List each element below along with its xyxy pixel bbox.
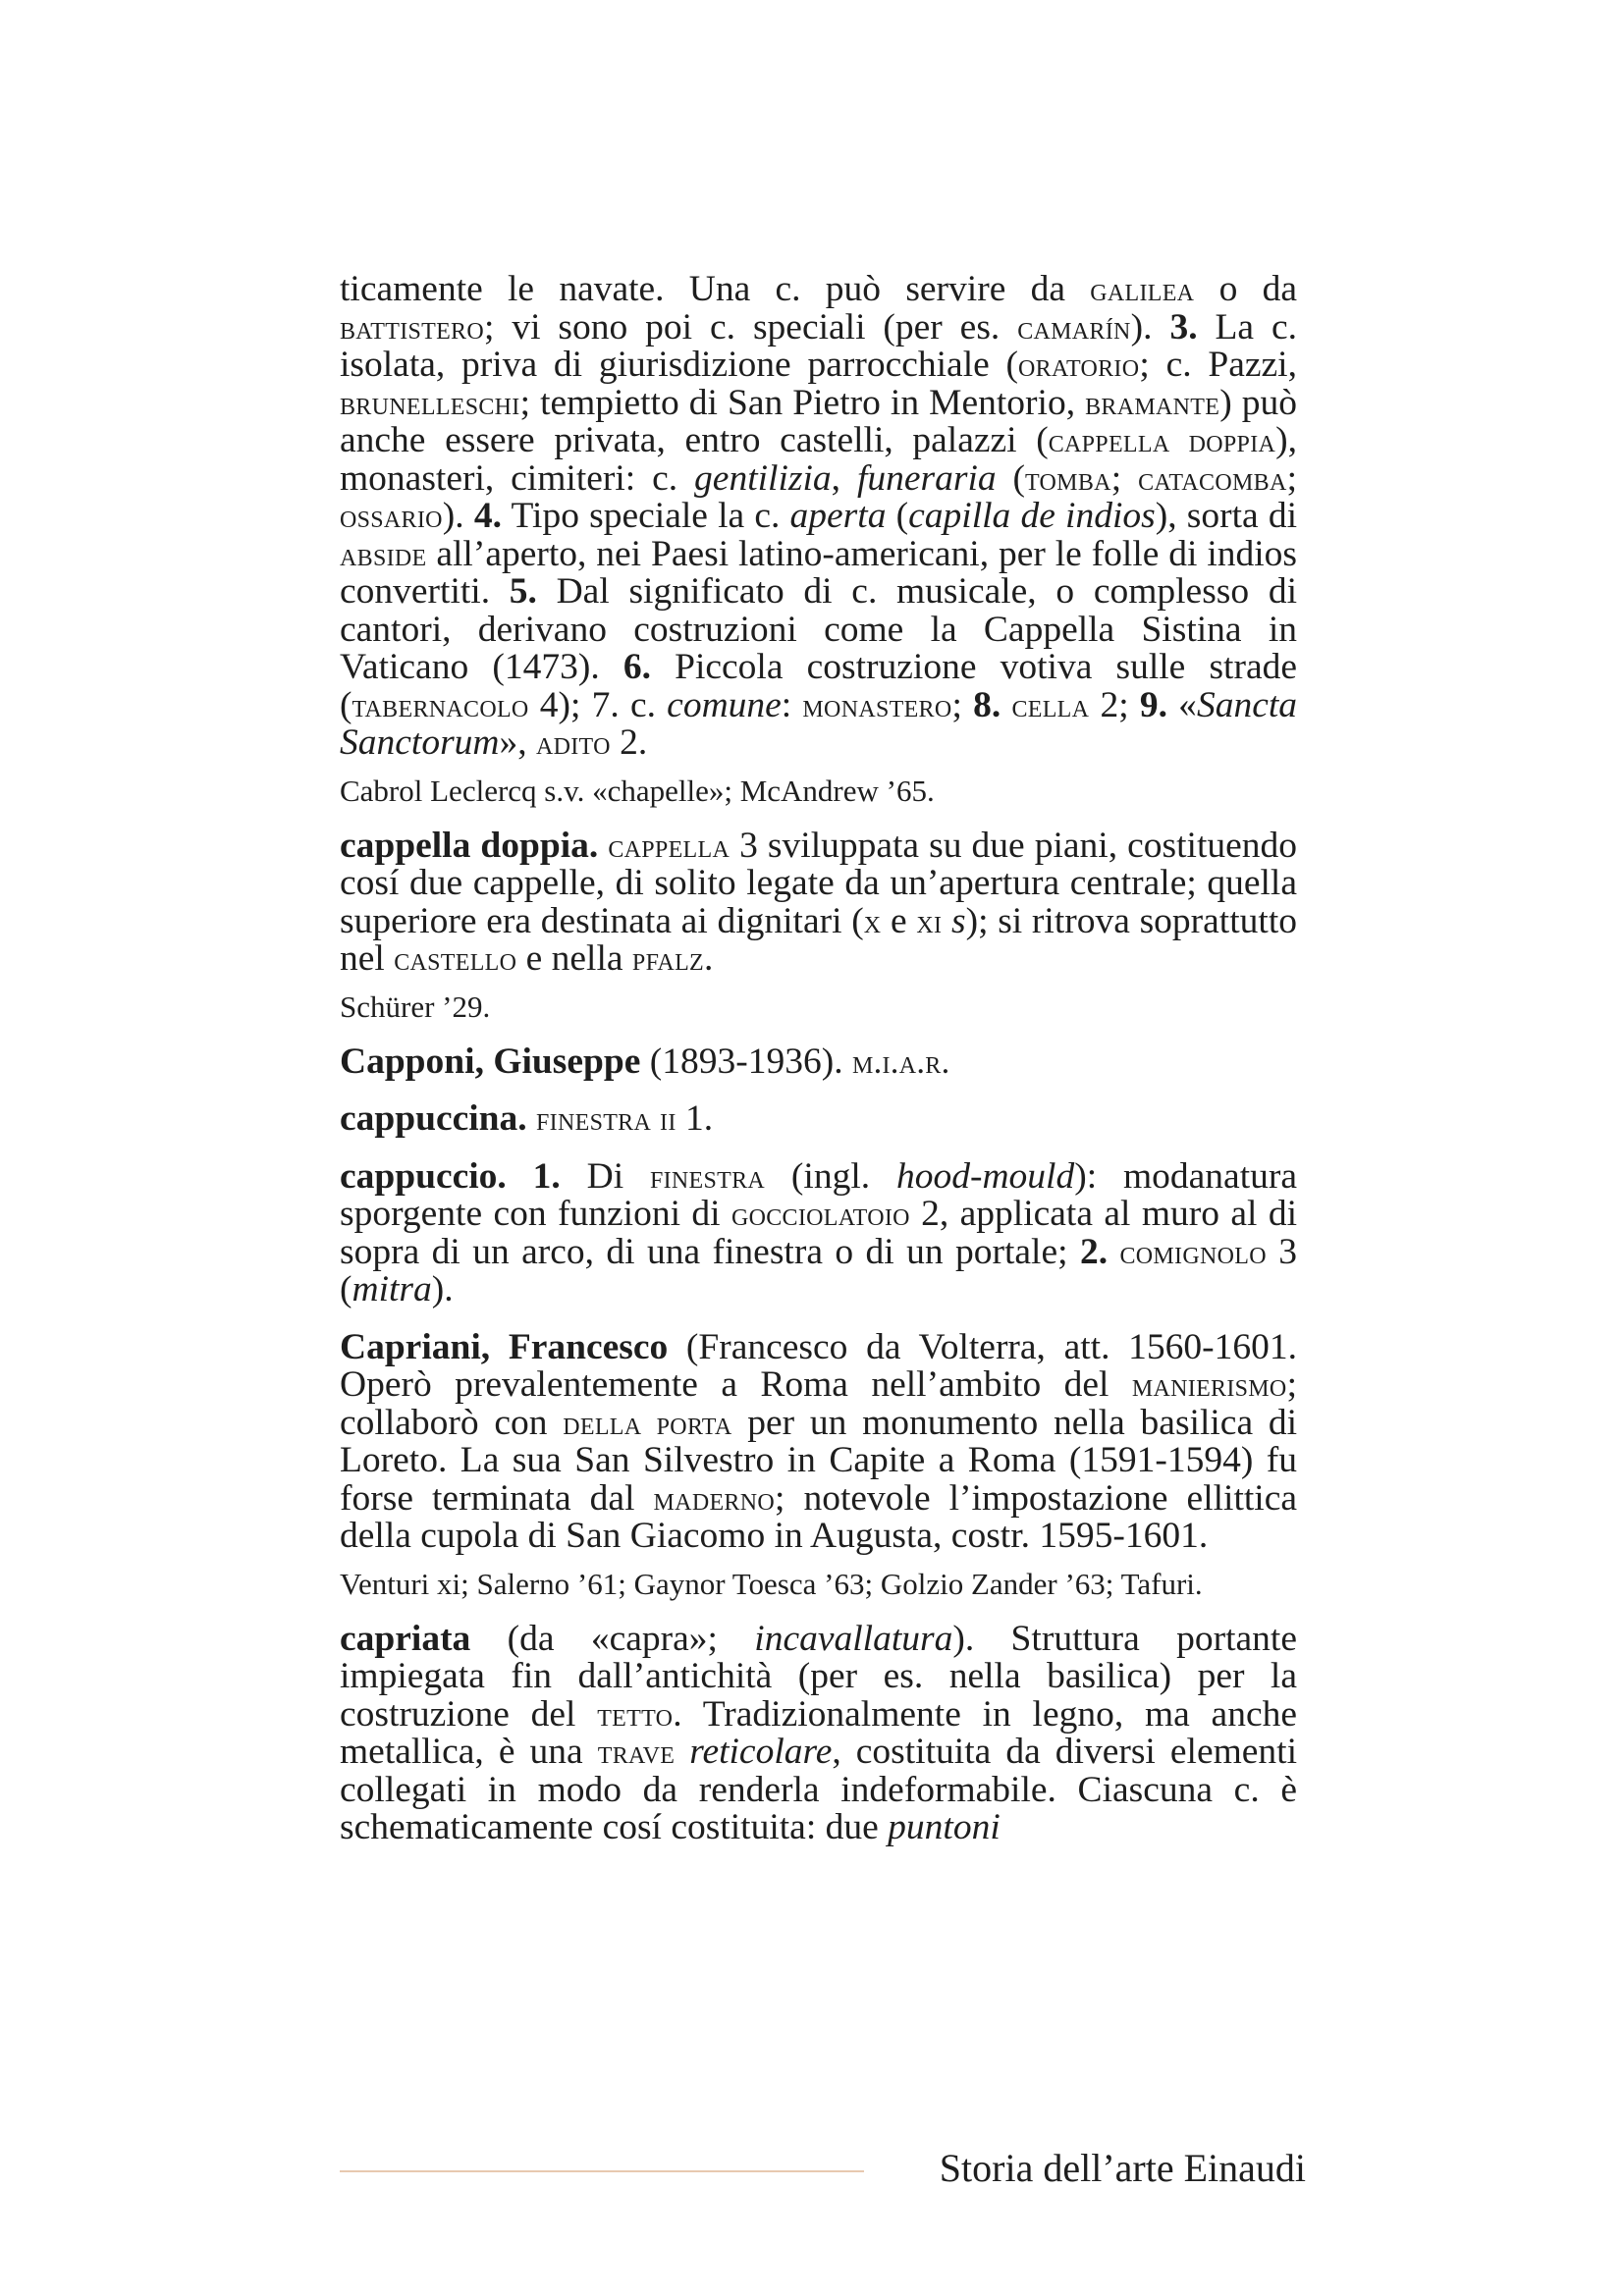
cross-reference: pfalz xyxy=(631,940,704,978)
body-text: ), monasteri, cimiteri: c. xyxy=(340,420,1298,499)
entry-text xyxy=(340,1326,1297,1556)
italic-term: aperta xyxy=(789,496,887,536)
cross-reference: camarín xyxy=(1017,308,1131,347)
entry-text xyxy=(340,1043,1297,1082)
dictionary-entry xyxy=(340,1618,1298,1847)
body-text: « xyxy=(1166,684,1197,725)
italic-term: s xyxy=(942,900,966,941)
cross-reference: tomba xyxy=(1025,459,1111,498)
body-text: . xyxy=(704,938,714,979)
text-column xyxy=(340,271,1297,1867)
cross-reference: brunelleschi xyxy=(340,384,520,422)
cross-reference: cappella doppia xyxy=(1048,422,1276,459)
cross-reference: finestra ii xyxy=(536,1100,676,1138)
body-text: ), sorta di xyxy=(1155,496,1297,536)
cross-reference: bramante xyxy=(1085,384,1220,422)
body-text: 1. xyxy=(676,1098,714,1139)
cross-reference: battistero xyxy=(340,308,484,347)
body-text: (1893-1936). xyxy=(640,1041,852,1082)
italic-term: capilla de indios xyxy=(908,496,1156,536)
body-text: 2. xyxy=(610,722,648,763)
italic-term: funeraria xyxy=(856,457,997,499)
body-text: 2, applicata al muro al di sopra di un arco, di una finestra o di un portale; xyxy=(340,1194,1297,1272)
body-text xyxy=(527,1098,536,1139)
footer-rule xyxy=(340,2170,864,2172)
cross-reference: maderno xyxy=(653,1479,775,1518)
cross-reference: m.i.a.r. xyxy=(851,1042,950,1081)
cross-reference: cappella xyxy=(608,827,730,865)
cross-reference: xi xyxy=(916,902,943,940)
cross-reference: x xyxy=(863,902,882,940)
entry-text xyxy=(340,825,1298,979)
body-text: ticamente le navate. Una c. può servire da xyxy=(340,269,1091,309)
body-text: ); si ritrova soprattutto nel xyxy=(340,900,1297,979)
cross-reference: manierismo xyxy=(1131,1366,1287,1404)
body-text: (Francesco da Volterra, att. 1560-1601. Operò prevalentemente a Roma nell’ambito del xyxy=(340,1326,1297,1405)
italic-term: mitra xyxy=(352,1269,432,1309)
body-text: e nella xyxy=(516,938,632,979)
entry-headword: Capriani, Francesco xyxy=(340,1326,669,1367)
entry-text xyxy=(340,271,1297,763)
cross-reference: tetto xyxy=(597,1695,674,1734)
body-text: ). xyxy=(442,496,474,536)
cross-reference: cella xyxy=(1011,686,1090,724)
body-text: : xyxy=(781,684,803,725)
body-text: 3 ( xyxy=(340,1231,1297,1309)
cross-reference: comignolo xyxy=(1119,1233,1267,1271)
entry-headword: 8. xyxy=(973,684,1001,725)
body-text: ). xyxy=(431,1269,454,1309)
dictionary-entry xyxy=(340,271,1297,808)
cross-reference: castello xyxy=(394,940,517,978)
entry-headword: 9. xyxy=(1139,684,1167,725)
body-text: ; xyxy=(1110,457,1139,499)
body-text: Tipo speciale la c. xyxy=(501,496,790,536)
body-text: 4); 7. c. xyxy=(528,684,668,725)
body-text: per un monumento nella basilica di Loreto. La sua San Silvestro in Capite a Roma (1591-1594) fu forse terminata dal xyxy=(340,1402,1297,1519)
cross-reference: finestra xyxy=(649,1157,766,1196)
cross-reference: della porta xyxy=(563,1404,732,1442)
body-text: (da «capra»; xyxy=(470,1618,755,1659)
cross-reference: tabernacolo xyxy=(352,686,529,724)
entry-headword: cappuccio. xyxy=(340,1155,507,1197)
body-text: 3 sviluppata su due piani, costituendo cosí due cappelle, di solito legate da un’apertura centrale; quella superiore era destinata ai dignitari ( xyxy=(340,825,1298,941)
entry-headword: 3. xyxy=(1169,306,1198,347)
body-text: », xyxy=(499,722,536,763)
body-text: ; collaborò con xyxy=(340,1364,1297,1443)
entry-headword: capriata xyxy=(340,1618,471,1659)
dictionary-entry xyxy=(340,1155,1298,1309)
body-text: Dal significato di c. musicale, o complesso di cantori, derivano costruzioni come la Cappella Sistina in Vaticano (1473). xyxy=(340,571,1297,687)
entry-headword: cappella doppia. xyxy=(340,825,599,866)
entry-headword: 6. xyxy=(622,647,651,687)
body-text: ; tempietto di San Pietro in Mentorio, xyxy=(519,382,1086,423)
body-text: . Tradizionalmente in legno, ma anche metallica, è una xyxy=(340,1693,1297,1772)
body-text xyxy=(675,1732,689,1772)
body-text: ; notevole l’impostazione ellittica della cupola di San Giacomo in Augusta, costr. 1595-1601. xyxy=(340,1477,1297,1556)
body-text xyxy=(598,826,608,866)
body-text: ). xyxy=(1130,306,1170,347)
entry-text xyxy=(340,1155,1298,1309)
body-text: , xyxy=(831,457,857,499)
footer-publisher: Storia dell’arte Einaudi xyxy=(939,2146,1306,2190)
cross-reference: abside xyxy=(340,535,427,573)
cross-reference: galilea xyxy=(1090,271,1195,308)
body-text: all’aperto, nei Paesi latino-americani, per le folle di indios convertiti. xyxy=(340,533,1297,612)
cross-reference: adito xyxy=(536,724,611,762)
cross-reference: oratorio xyxy=(1018,347,1140,384)
dictionary-entry xyxy=(340,1100,1297,1139)
body-text: ) può anche essere privata, entro castelli, palazzi ( xyxy=(340,382,1297,460)
entry-text xyxy=(340,1618,1298,1847)
body-text: ( xyxy=(886,496,909,536)
body-text: ( xyxy=(996,457,1026,499)
body-text: 2; xyxy=(1089,684,1140,725)
italic-term: gentilizia xyxy=(694,457,832,499)
body-text xyxy=(1108,1232,1119,1272)
bibliography: Venturi xi; Salerno ’61; Gaynor Toesca ’63; Golzio Zander ’63; Tafuri. xyxy=(340,1566,1203,1601)
body-text: o da xyxy=(1194,269,1297,309)
italic-term: puntoni xyxy=(888,1807,1001,1847)
entry-headword: Capponi, Giuseppe xyxy=(340,1041,641,1082)
italic-term: hood-mould xyxy=(895,1155,1075,1197)
italic-term: Sancta Sanctorum xyxy=(340,684,1298,763)
cross-reference: catacomba xyxy=(1138,459,1287,498)
dictionary-entry xyxy=(340,825,1298,1024)
cross-reference: ossario xyxy=(340,498,443,535)
bibliography: Schürer ’29. xyxy=(340,988,491,1024)
italic-term: comune xyxy=(667,684,782,725)
italic-term: reticolare xyxy=(689,1732,833,1772)
body-text: e xyxy=(881,900,917,941)
body-text: ): modanatura sporgente con funzioni di xyxy=(340,1155,1298,1234)
body-text xyxy=(1001,685,1011,725)
cross-reference: trave xyxy=(597,1734,676,1771)
entry-headword: 5. xyxy=(509,571,537,612)
entry-headword: 2. xyxy=(1079,1231,1109,1272)
dictionary-entry xyxy=(340,1043,1297,1082)
cross-reference: monastero xyxy=(802,686,952,724)
body-text xyxy=(507,1156,533,1197)
entry-text xyxy=(340,1100,1297,1139)
body-text: Di xyxy=(560,1155,650,1197)
dictionary-entry xyxy=(340,1326,1297,1601)
body-text: (ingl. xyxy=(765,1155,896,1197)
bibliography: Cabrol Leclercq s.v. «chapelle»; McAndrew ’65. xyxy=(340,773,935,808)
body-text: Piccola costruzione votiva sulle strade ( xyxy=(340,647,1298,725)
italic-term: incavallatura xyxy=(754,1618,953,1659)
entry-headword: 4. xyxy=(473,496,502,536)
body-text: ; c. Pazzi, xyxy=(1139,345,1297,385)
body-text: La c. isolata, priva di giurisdizione parrocchiale ( xyxy=(340,306,1297,385)
entry-headword: 1. xyxy=(532,1155,561,1197)
body-text: ; vi sono poi c. speciali (per es. xyxy=(484,306,1018,347)
entry-headword: cappuccina. xyxy=(340,1098,527,1139)
body-text: ; xyxy=(951,684,974,725)
cross-reference: gocciolatoio xyxy=(730,1196,910,1233)
body-text: , costituita da diversi elementi collegati in modo da renderla indeformabile. Ciascuna c. è schematicamente cosí costituita: due xyxy=(340,1732,1298,1847)
body-text: ). Struttura portante impiegata fin dall’antichità (per es. nella basilica) per la costruzione del xyxy=(340,1618,1297,1735)
body-text: ; xyxy=(1286,457,1298,499)
